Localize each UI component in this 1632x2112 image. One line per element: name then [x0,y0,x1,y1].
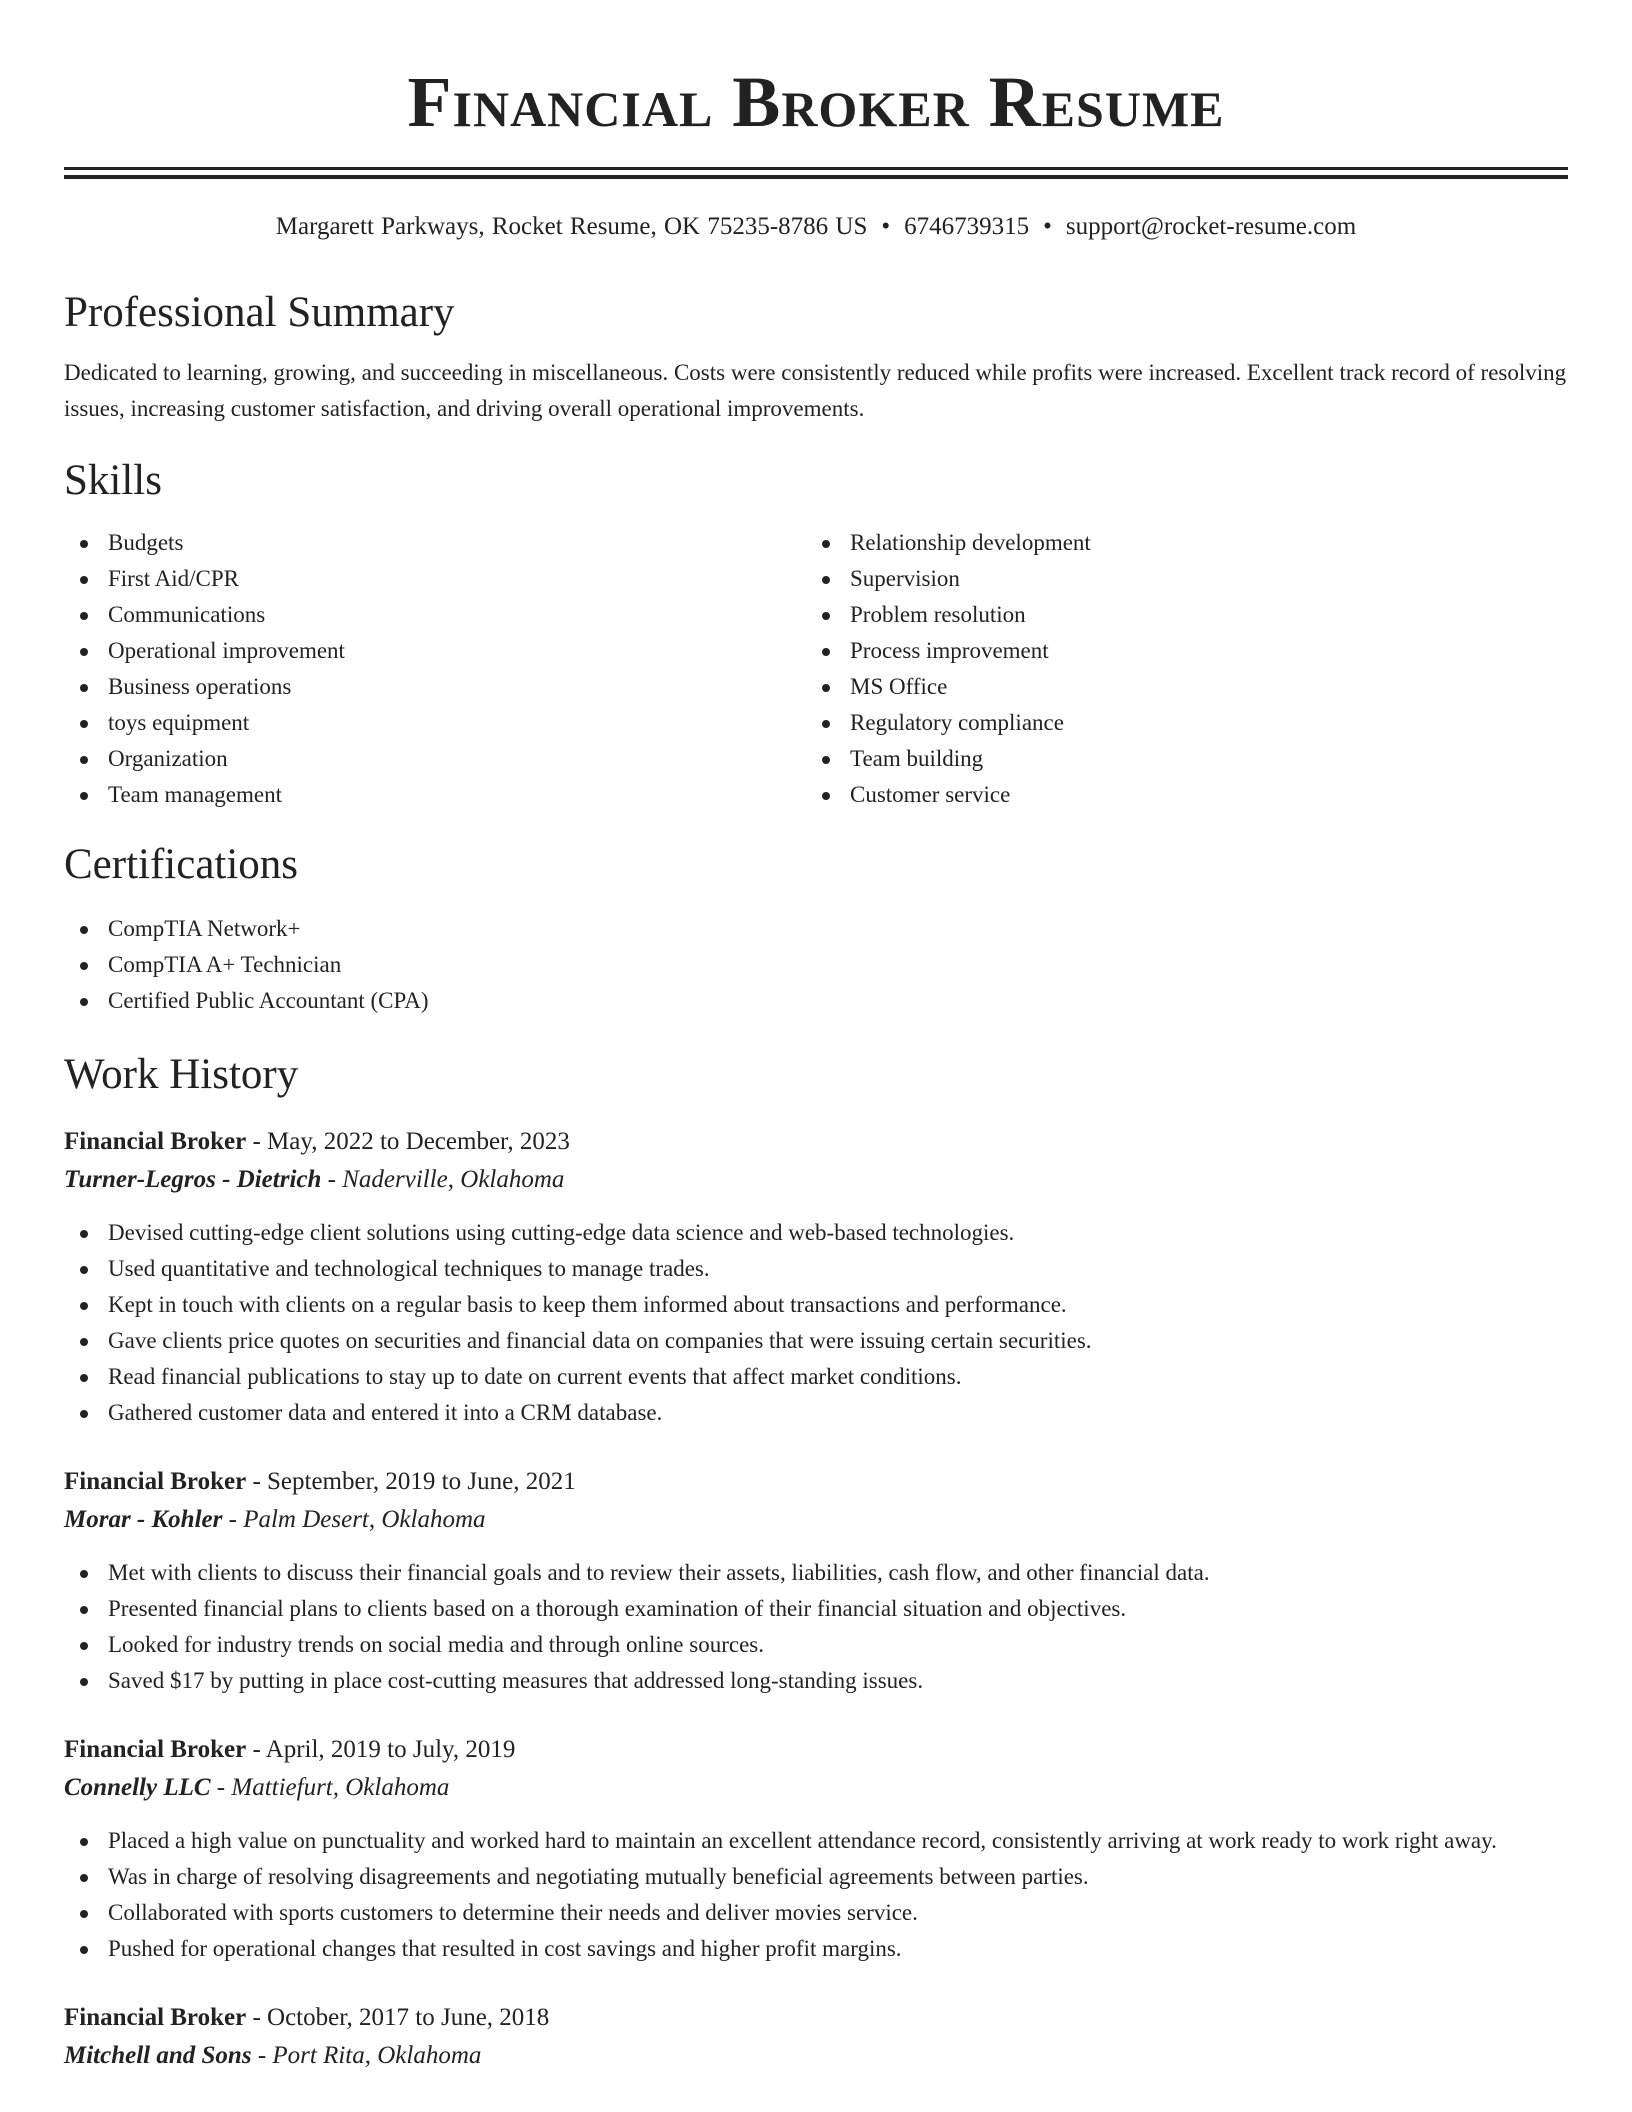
bullet-dot-icon [80,720,88,728]
job-header [64,1731,1568,1769]
job-bullet-text: Pushed for operational changes that resulted in cost savings and higher profit margins. [108,1936,902,1961]
skills-heading: Skills [64,457,162,504]
bullet-dot-icon [80,1678,88,1686]
job-dates: - October, 2017 to June, 2018 [246,2004,550,2031]
bullet-dot-icon [80,1410,88,1418]
skill-item-text: Team management [108,782,283,807]
skill-item-text: Regulatory compliance [850,710,1064,735]
bullet-dot-icon [80,1570,88,1578]
job-title: Financial Broker [64,2004,247,2031]
job-bullet-list [64,1555,1568,1699]
bullet-dot-icon [80,612,88,620]
skill-item-text: Business operations [108,674,292,699]
skill-item-text: Organization [108,746,228,771]
skill-item-text: Budgets [108,530,184,555]
job-company-line [64,1769,1568,1807]
certifications-list [64,911,1568,1019]
certification-item [64,983,1568,1019]
skill-item-text: Process improvement [850,638,1049,663]
job-entry [64,1731,1568,1967]
skill-item [806,525,1548,561]
job-location: - Port Rita, Oklahoma [251,2042,482,2069]
bullet-dot-icon [80,926,88,934]
job-bullet [64,1287,1568,1323]
bullet-dot-icon [822,684,830,692]
job-title: Financial Broker [64,1468,247,1495]
summary-heading: Professional Summary [64,289,455,336]
resume-title: Financial Broker Resume [407,62,1225,142]
contact-separator: • [1043,213,1052,240]
job-bullet [64,1859,1568,1895]
job-header [64,1123,1568,1161]
job-bullet-list [64,1215,1568,1431]
job-bullet-text: Devised cutting-edge client solutions using cutting-edge data science and web-based technologies. [108,1220,1015,1245]
work-history-heading: Work History [64,1051,299,1098]
skill-item [64,597,806,633]
job-company: Turner-Legros - Dietrich [64,1166,322,1193]
job-bullet [64,1663,1568,1699]
skill-item [806,669,1548,705]
bullet-dot-icon [80,1838,88,1846]
bullet-dot-icon [822,540,830,548]
skill-item [64,525,806,561]
job-header [64,1463,1568,1501]
job-entry [64,1999,1568,2075]
job-location: - Palm Desert, Oklahoma [222,1506,486,1533]
job-bullet-text: Read financial publications to stay up to date on current events that affect market conditions. [108,1364,962,1389]
job-bullet-text: Used quantitative and technological techniques to manage trades. [108,1256,710,1281]
bullet-dot-icon [822,648,830,656]
job-bullet-text: Met with clients to discuss their financial goals and to review their assets, liabilities, cash flow, and other financial data. [108,1560,1210,1585]
skill-item-text: Communications [108,602,266,627]
skill-item-text: Customer service [850,782,1011,807]
skill-item [806,597,1548,633]
job-bullet [64,1395,1568,1431]
skill-item [806,633,1548,669]
bullet-dot-icon [80,684,88,692]
skill-item [806,741,1548,777]
bullet-dot-icon [80,1910,88,1918]
job-title: Financial Broker [64,1128,247,1155]
resume-page [64,0,1568,2075]
job-bullet-text: Gave clients price quotes on securities and financial data on companies that were issuing certain securities. [108,1328,1092,1353]
certifications-heading: Certifications [64,841,299,888]
job-location: - Mattiefurt, Oklahoma [210,1774,450,1801]
job-bullet [64,1555,1568,1591]
bullet-dot-icon [822,756,830,764]
skill-item-text: toys equipment [108,710,250,735]
skill-item [806,777,1548,813]
bullet-dot-icon [80,998,88,1006]
skill-item-text: Relationship development [850,530,1091,555]
job-dates: - April, 2019 to July, 2019 [246,1736,516,1763]
skill-item [64,561,806,597]
skill-item-text: Problem resolution [850,602,1026,627]
bullet-dot-icon [80,1266,88,1274]
bullet-dot-icon [80,1230,88,1238]
skill-item [806,561,1548,597]
job-bullet-text: Gathered customer data and entered it into a CRM database. [108,1400,663,1425]
bullet-dot-icon [80,540,88,548]
job-bullet [64,1591,1568,1627]
job-dates: - May, 2022 to December, 2023 [246,1128,570,1155]
contact-phone: 6746739315 [904,213,1030,240]
job-entry [64,1463,1568,1699]
skill-item-text: Team building [850,746,984,771]
bullet-dot-icon [822,720,830,728]
skill-item [64,741,806,777]
certification-item-text: Certified Public Accountant (CPA) [108,988,429,1013]
work-history-list [64,1123,1568,2075]
job-bullet [64,1215,1568,1251]
skill-item-text: MS Office [850,674,948,699]
job-bullet-list [64,1823,1568,1967]
job-entry [64,1123,1568,1431]
bullet-dot-icon [80,1606,88,1614]
skill-item [64,669,806,705]
bullet-dot-icon [80,792,88,800]
bullet-dot-icon [822,612,830,620]
contact-line [64,209,1568,245]
contact-separator: • [881,213,891,240]
bullet-dot-icon [80,1642,88,1650]
bullet-dot-icon [822,792,830,800]
skills-list-left [64,525,806,813]
job-bullet [64,1359,1568,1395]
job-company: Mitchell and Sons [64,2042,252,2069]
job-bullet-text: Was in charge of resolving disagreements and negotiating mutually beneficial agreements between parties. [108,1864,1089,1889]
bullet-dot-icon [822,576,830,584]
title-rule-bottom [64,175,1568,179]
job-header [64,1999,1568,2037]
job-bullet [64,1627,1568,1663]
certification-item [64,911,1568,947]
bullet-dot-icon [80,648,88,656]
job-company: Morar - Kohler [64,1506,223,1533]
job-bullet-text: Collaborated with sports customers to determine their needs and deliver movies service. [108,1900,918,1925]
contact-address: Margarett Parkways, Rocket Resume, OK 75235-8786 US [275,213,868,240]
certification-item [64,947,1568,983]
bullet-dot-icon [80,962,88,970]
job-title: Financial Broker [64,1736,247,1763]
job-bullet-text: Placed a high value on punctuality and worked hard to maintain an excellent attendance record, consistently arriving at work ready to work right away. [108,1828,1497,1853]
job-bullet [64,1323,1568,1359]
contact-email: support@rocket-resume.com [1065,213,1357,240]
summary-text: Dedicated to learning, growing, and succeeding in miscellaneous. Costs were consistently reduced while profits were increased. Excellent track record of resolving issues, increasing customer satisfaction, and driving overall operational improvements. [64,360,1567,421]
job-bullet-text: Presented financial plans to clients based on a thorough examination of their financial situation and objectives. [108,1596,1127,1621]
job-bullet [64,1895,1568,1931]
job-dates: - September, 2019 to June, 2021 [246,1468,576,1495]
skill-item [64,633,806,669]
job-location: - Naderville, Oklahoma [321,1166,565,1193]
skill-item-text: Supervision [850,566,960,591]
job-bullet-text: Kept in touch with clients on a regular basis to keep them informed about transactions and performance. [108,1292,1067,1317]
job-bullet [64,1251,1568,1287]
bullet-dot-icon [80,1338,88,1346]
job-bullet-text: Looked for industry trends on social media and through online sources. [108,1632,764,1657]
bullet-dot-icon [80,1374,88,1382]
skill-item [64,777,806,813]
skill-item-text: First Aid/CPR [108,566,240,591]
bullet-dot-icon [80,1302,88,1310]
job-company-line [64,2037,1568,2075]
bullet-dot-icon [80,756,88,764]
skill-item [806,705,1548,741]
skills-grid [64,525,1568,813]
skill-item [64,705,806,741]
job-bullet [64,1823,1568,1859]
bullet-dot-icon [80,576,88,584]
bullet-dot-icon [80,1946,88,1954]
bullet-dot-icon [80,1874,88,1882]
job-company-line [64,1501,1568,1539]
job-bullet [64,1931,1568,1967]
certification-item-text: CompTIA Network+ [108,916,301,941]
job-bullet-text: Saved $17 by putting in place cost-cutting measures that addressed long-standing issues. [108,1668,924,1693]
title-rule-top [64,167,1568,170]
job-company-line [64,1161,1568,1199]
job-company: Connelly LLC [64,1774,211,1801]
certification-item-text: CompTIA A+ Technician [108,952,342,977]
skills-list-right [806,525,1548,813]
skill-item-text: Operational improvement [108,638,345,663]
